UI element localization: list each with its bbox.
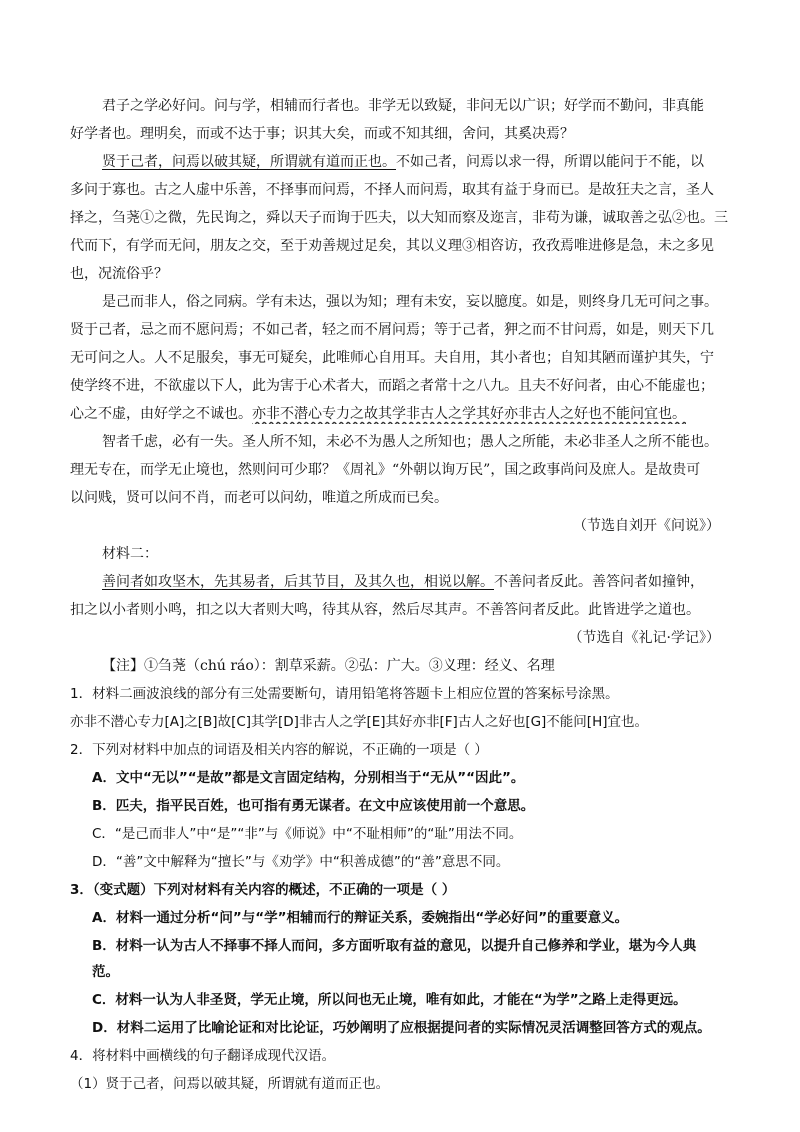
q2-option-a: A．文中“无以”“是故”都是文言固定结构，分别相当于“无从”“因此”。 [92, 770, 525, 786]
q2-title: 2．下列对材料中加点的词语及相关内容的解说，不正确的一项是（ ） [70, 742, 488, 758]
q4-title: 4．将材料中画横线的句子翻译成现代汉语。 [70, 1048, 336, 1064]
m1-p2-line3: 择之，刍荛①之微，先民询之，舜以天子而询于匹夫，以大知而察及迩言，非苟为谦，诚取善之弘②也。三 [70, 210, 728, 226]
q3-option-a: A．材料一通过分析“问”与“学”相辅而行的辩证关系，委婉指出“学必好问”的重要意义。 [92, 910, 629, 926]
footnote: 【注】①刍荛（chú ráo）：割草采薪。②弘：广大。③义理：经义、名理 [102, 658, 555, 674]
underlined-sentence: 贤于己者，问焉以破其疑，所谓就有道而正也。 [102, 154, 396, 170]
q2-option-d: D．“善”文中解释为“擅长”与《劝学》中“积善成德”的“善”意思不同。 [92, 854, 510, 870]
m1-p3-line3: 无可问之人。人不足服矣，事无可疑矣，此唯师心自用耳。夫自用，其小者也；自知其陋而谨护其失，宁 [70, 350, 714, 366]
m2-source: （节选自《礼记·学记》） [568, 630, 720, 646]
m1-p3-line4: 使学终不进，不欲虚以下人，此为害于心术者大，而蹈之者常十之八九。且夫不好问者，由心不能虚也； [70, 378, 714, 394]
q1-body: 亦非不潜心专力[A]之[B]故[C]其学[D]非古人之学[E]其好亦非[F]古人之好也[G]不能问[H]宜也。 [70, 714, 648, 730]
m2-line2: 扣之以小者则小鸣，扣之以大者则大鸣，待其从容，然后尽其声。不善答问者反此。此皆进学之道也。 [70, 602, 700, 618]
m1-p3-line2: 贤于己者，忌之而不愿问焉；不如己者，轻之而不屑问焉；等于己者，狎之而不甘问焉，如是，则天下几 [70, 322, 714, 338]
m2-underlined-sentence: 善问者如攻坚木，先其易者，后其节目，及其久也，相说以解。 [102, 574, 494, 590]
m2-line1-rest: 不善问者反此。善答问者如撞钟， [494, 574, 704, 590]
q3-title: 3．（变式题）下列对材料有关内容的概述，不正确的一项是（ ） [70, 882, 456, 898]
q3-option-c: C．材料一认为人非圣贤，学无止境，所以问也无止境，唯有如此，才能在“为学”之路上走得更远。 [92, 992, 687, 1008]
m2-heading: 材料二： [102, 546, 158, 562]
m1-source: （节选自刘开《问说》） [573, 518, 720, 534]
q2-option-b: B．匹夫，指平民百姓，也可指有勇无谋者。在文中应该使用前一个意思。 [92, 798, 535, 814]
m1-p2-line1-rest: 不如己者，问焉以求一得，所谓以能问于不能，以 [396, 154, 704, 170]
m1-p2-line5: 也，况流俗乎？ [70, 266, 168, 282]
m1-p3-line5-start: 心之不虚，由好学之不诚也。 [70, 406, 252, 422]
m1-p4-line1: 智者千虑，必有一失。圣人所不知，未必不为愚人之所知也；愚人之所能，未必非圣人之所不能也。 [102, 434, 718, 450]
m1-p2-line2: 多问于寡也。古之人虚中乐善，不择事而问焉，不择人而问焉，取其有益于身而已。是故狂夫之言，圣人 [70, 182, 714, 198]
m1-p3-line1: 是己而非人，俗之同病。学有未达，强以为知；理有未安，妄以臆度。如是，则终身几无可问之事。 [102, 294, 718, 310]
m1-p2-line1 [70, 152, 772, 172]
q3-option-b-cont: 范。 [92, 964, 119, 980]
q1-title: 1．材料二画波浪线的部分有三处需要断句，请用铅笔将答题卡上相应位置的答案标号涂黑。 [70, 686, 619, 702]
q2-option-c: C．“是己而非人”中“是”“非”与《师说》中“不耻相师”的“耻”用法不同。 [92, 826, 523, 842]
q4-sub1: （1）贤于己者，问焉以破其疑，所谓就有道而正也。 [70, 1076, 390, 1092]
q3-option-b: B．材料一认为古人不择事不择人而问，多方面听取有益的意见，以提升自己修养和学业，堪为今人典 [92, 938, 697, 954]
wavy-line-sentence: 亦非不潜心专力之故其学非古人之学其好亦非古人之好也不能问宜也。 [252, 406, 686, 422]
m1-p1-line1: 君子之学必好问。问与学，相辅而行者也。非学无以致疑，非问无以广识；好学而不勤问，非真能 [102, 98, 704, 114]
m1-p4-line2: 理无专在，而学无止境也，然则问可少耶？《周礼》“外朝以询万民”，国之政事尚问及庶人。是故贵可 [70, 462, 701, 478]
m1-p3-line5 [70, 404, 740, 424]
m1-p2-line4: 代而下，有学而无问，朋友之交，至于劝善规过足矣，其以义理③相咨访，孜孜焉唯进修是急，未之多见 [70, 238, 714, 254]
m2-line1 [70, 572, 772, 592]
m1-p4-line3: 以问贱，贤可以问不肖，而老可以问幼，唯道之所成而已矣。 [70, 490, 448, 506]
q3-option-d: D．材料二运用了比喻论证和对比论证，巧妙阐明了应根据提问者的实际情况灵活调整回答方式的观点。 [92, 1020, 711, 1036]
m1-p1-line2: 好学者也。理明矣，而或不达于事；识其大矣，而或不知其细，舍问，其奚决焉？ [70, 126, 574, 142]
